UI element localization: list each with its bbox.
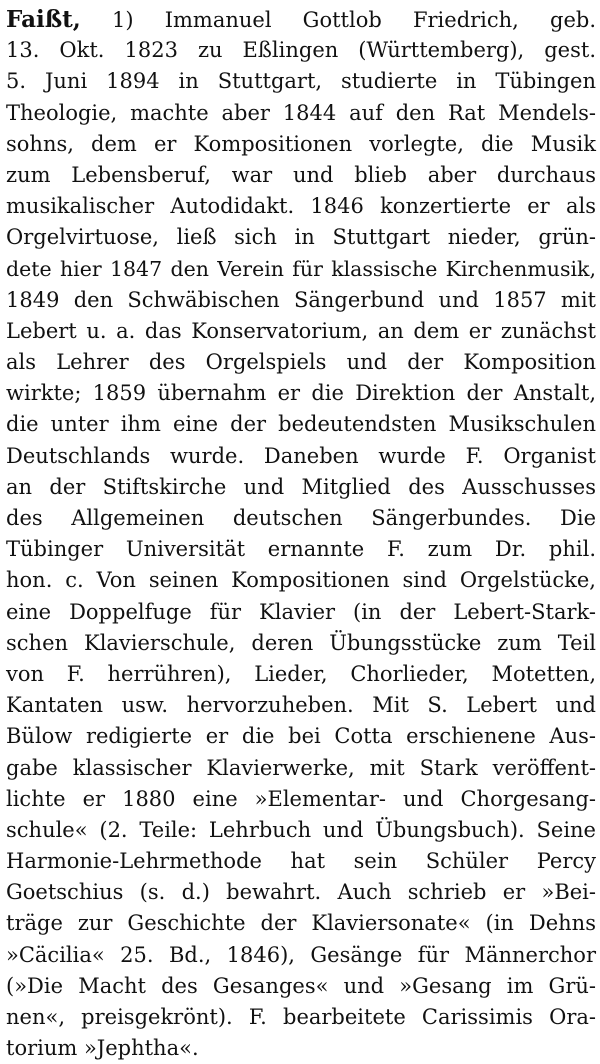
entry-line (6, 285, 596, 316)
entry-line-text: Lebert u. a. das Konservatorium, an dem er zunächst (6, 318, 596, 343)
entry-line (6, 690, 596, 721)
entry-line-text: wirkte; 1859 übernahm er die Direktion der Anstalt, (6, 381, 596, 406)
entry-line (6, 877, 596, 908)
entry-line-text: Tübinger Universität ernannte F. zum Dr. phil. (6, 537, 596, 562)
entry-line (6, 35, 596, 66)
entry-line (6, 597, 596, 628)
entry-line (6, 1002, 596, 1033)
entry-line (6, 316, 596, 347)
entry-line-text: eine Doppelfuge für Klavier (in der Lebert-Stark- (6, 599, 596, 624)
entry-line (6, 254, 596, 285)
entry-line-text: torium »Jephtha«. (6, 1036, 199, 1061)
entry-headword: Faißt, (6, 6, 81, 33)
entry-line (6, 659, 596, 690)
entry-line-text: Deutschlands wurde. Daneben wurde F. Organist (6, 443, 596, 468)
entry-line-text: nen«, preisgekrönt). F. bearbeitete Carissimis Ora- (6, 1005, 596, 1029)
entry-line (6, 940, 596, 971)
entry-line-text: träge zur Geschichte der Klaviersonate« (in Dehns (6, 911, 596, 936)
entry-line-text: zum Lebensberuf, war und blieb aber durchaus (6, 162, 596, 187)
entry-line (6, 753, 596, 784)
entry-line (6, 347, 596, 378)
entry-line (6, 98, 596, 129)
entry-line (6, 815, 596, 846)
entry-line-text: schen Klavierschule, deren Übungsstücke zum Teil (6, 630, 596, 655)
entry-line (6, 160, 596, 191)
entry-line-text: 5. Juni 1894 in Stuttgart, studierte in Tübingen (6, 69, 596, 94)
entry-line (6, 565, 596, 596)
entry-line-text: an der Stiftskirche und Mitglied des Ausschusses (6, 474, 596, 499)
entry-line-text: 1) Immanuel Gottlob Friedrich, geb. (80, 8, 596, 32)
entry-line-text: Goetschius (s. d.) bewahrt. Auch schrieb er »Bei- (6, 880, 596, 905)
entry-line-text: (»Die Macht des Gesanges« und »Gesang im Grü- (6, 973, 596, 998)
entry-line (6, 441, 596, 472)
entry-line (6, 378, 596, 409)
entry-line (6, 66, 596, 97)
entry-line (6, 908, 596, 939)
entry-line-text: 13. Okt. 1823 zu Eßlingen (Württemberg), gest. (6, 38, 596, 63)
entry-line-text: »Cäcilia« 25. Bd., 1846), Gesänge für Männerchor (6, 942, 596, 967)
entry-line-text: hon. c. Von seinen Kompositionen sind Orgelstücke, (6, 568, 596, 593)
entry-line-text: gabe klassischer Klavierwerke, mit Stark veröffent- (6, 755, 596, 780)
entry-line (6, 846, 596, 877)
entry-line-text: Orgelvirtuose, ließ sich in Stuttgart nieder, grün- (6, 225, 596, 250)
entry-line-text: 1849 den Schwäbischen Sängerbund und 1857 mit (6, 287, 596, 312)
entry-line (6, 191, 596, 222)
entry-line-text: Bülow redigierte er die bei Cotta erschienene Aus- (6, 724, 596, 749)
entry-line-text: sohns, dem er Kompositionen vorlegte, die Musik (6, 131, 596, 156)
entry-line-text: Harmonie-Lehrmethode hat sein Schüler Percy (6, 849, 596, 874)
entry-line-text: schule« (2. Teile: Lehrbuch und Übungsbuch). Seine (6, 817, 596, 842)
entry-line (6, 472, 596, 503)
entry-line (6, 222, 596, 253)
encyclopedia-entry (6, 4, 596, 1064)
entry-line-text: dete hier 1847 den Verein für klassische Kirchenmusik, (6, 256, 596, 281)
entry-line (6, 721, 596, 752)
entry-line (6, 4, 596, 35)
entry-line (6, 971, 596, 1002)
entry-line (6, 503, 596, 534)
entry-line-text: die unter ihm eine der bedeutendsten Musikschulen (6, 412, 596, 437)
entry-line (6, 129, 596, 160)
entry-line-text: von F. herrühren), Lieder, Chorlieder, Motetten, (6, 661, 596, 686)
entry-line-text: lichte er 1880 eine »Elementar- und Chorgesang- (6, 786, 596, 811)
entry-line-text: als Lehrer des Orgelspiels und der Komposition (6, 350, 596, 375)
entry-line-text: Theologie, machte aber 1844 auf den Rat Mendels- (6, 100, 596, 125)
entry-line-text: des Allgemeinen deutschen Sängerbundes. Die (6, 506, 596, 530)
entry-line (6, 534, 596, 565)
entry-line (6, 628, 596, 659)
entry-line (6, 1033, 596, 1064)
entry-line (6, 409, 596, 440)
entry-line (6, 784, 596, 815)
entry-line-text: Kantaten usw. hervorzuheben. Mit S. Lebert und (6, 693, 596, 718)
entry-line-text: musikalischer Autodidakt. 1846 konzertierte er als (6, 194, 596, 219)
